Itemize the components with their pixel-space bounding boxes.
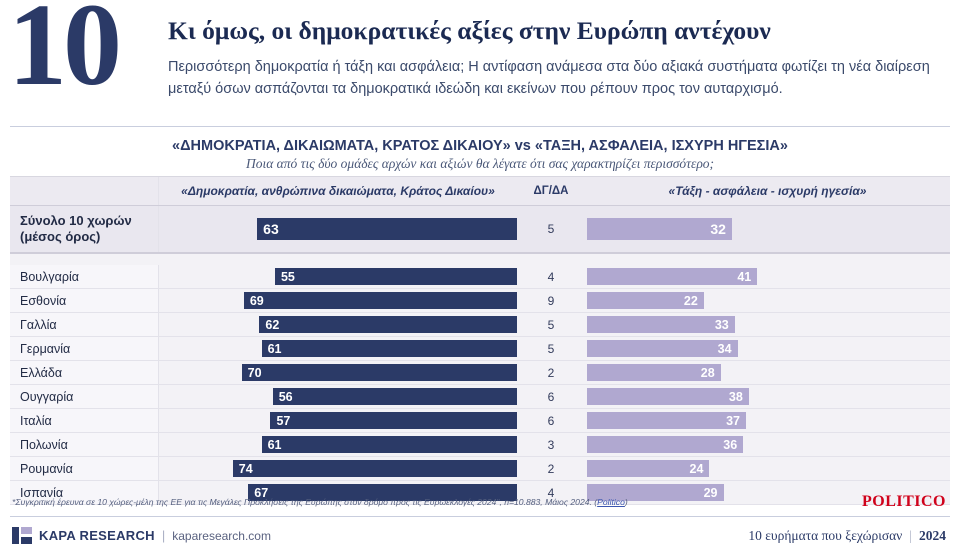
table-row bbox=[10, 289, 950, 313]
politico-logo: POLITICO bbox=[861, 493, 946, 510]
order-bar bbox=[587, 218, 732, 240]
democracy-bar-cell bbox=[158, 361, 517, 384]
democracy-bar-cell bbox=[158, 206, 517, 252]
order-bar bbox=[587, 436, 743, 453]
row-label: Γερμανία bbox=[10, 337, 158, 360]
row-label: Ιταλία bbox=[10, 409, 158, 432]
dk-value-cell: 9 bbox=[517, 289, 585, 312]
order-value: 38 bbox=[728, 389, 743, 404]
order-bar-cell bbox=[585, 457, 950, 480]
brand-name: KAPA RESEARCH bbox=[39, 528, 155, 543]
order-bar bbox=[587, 292, 704, 309]
row-label: Ελλάδα bbox=[10, 361, 158, 384]
democracy-bar-cell bbox=[158, 409, 517, 432]
order-bar-cell bbox=[585, 289, 950, 312]
democracy-bar bbox=[262, 436, 517, 453]
order-bar-cell bbox=[585, 313, 950, 336]
democracy-bar bbox=[257, 218, 517, 240]
column-header-order bbox=[585, 177, 950, 205]
footnote-text: *Συγκριτική έρευνα σε 10 χώρες-μέλη της ΕΕ για τις Μεγάλες Προκλήσεις της Ευρώπης στον δρόμο προς τις Ευρωεκλογές 2024", n=10.883, Μάιος 2024. ( bbox=[12, 497, 598, 507]
democracy-bar bbox=[270, 412, 517, 429]
column-header-democracy bbox=[158, 177, 517, 205]
democracy-value: 56 bbox=[278, 389, 293, 404]
order-value: 33 bbox=[714, 317, 729, 332]
row-label-line1: Σύνολο 10 χωρών bbox=[20, 213, 132, 228]
dk-value-cell: 3 bbox=[517, 433, 585, 456]
table-row-total bbox=[10, 206, 950, 254]
democracy-bar bbox=[233, 460, 517, 477]
order-bar bbox=[587, 460, 709, 477]
order-bar-cell bbox=[585, 433, 950, 456]
page-subtitle: Περισσότερη δημοκρατία ή τάξη και ασφάλεια; Η αντίφαση ανάμεσα στα δύο αξιακά συστήματα φωτίζει τη νέα διαίρεση μεταξύ όσων ασπάζονται τα δημοκρατικά ιδεώδη και εκείνων που ρέπουν προς τον αυταρχισμό. bbox=[168, 59, 930, 97]
finding-number: 10 bbox=[8, 0, 118, 110]
democracy-value: 62 bbox=[265, 317, 280, 332]
order-bar bbox=[587, 388, 749, 405]
dk-value-cell: 4 bbox=[517, 265, 585, 288]
table-row bbox=[10, 385, 950, 409]
democracy-value: 55 bbox=[280, 269, 295, 284]
brand-bar bbox=[0, 520, 960, 551]
dk-value-cell: 5 bbox=[517, 313, 585, 336]
democracy-value: 69 bbox=[249, 293, 264, 308]
column-header-dk bbox=[517, 177, 585, 205]
order-bar bbox=[587, 268, 757, 285]
democracy-bar-cell bbox=[158, 265, 517, 288]
order-bar-cell bbox=[585, 361, 950, 384]
row-label: Γαλλία bbox=[10, 313, 158, 336]
democracy-bar-cell bbox=[158, 337, 517, 360]
democracy-bar bbox=[259, 316, 517, 333]
democracy-bar-cell bbox=[158, 457, 517, 480]
democracy-bar bbox=[273, 388, 517, 405]
table-row bbox=[10, 457, 950, 481]
order-bar bbox=[587, 340, 738, 357]
dk-value-cell: 2 bbox=[517, 457, 585, 480]
question-subtitle: Ποια από τις δύο ομάδες αρχών και αξιών θα λέγατε ότι σας χαρακτηρίζει περισσότερο; bbox=[245, 156, 715, 171]
order-value: 34 bbox=[717, 341, 732, 356]
table-row bbox=[10, 313, 950, 337]
order-value: 28 bbox=[700, 365, 715, 380]
row-label: Ρουμανία bbox=[10, 457, 158, 480]
order-bar-cell bbox=[585, 385, 950, 408]
democracy-value: 61 bbox=[267, 437, 282, 452]
democracy-bar bbox=[275, 268, 517, 285]
table-row-spacer bbox=[10, 254, 950, 265]
dk-value-cell: 2 bbox=[517, 361, 585, 384]
dk-value-cell: 5 bbox=[517, 206, 585, 252]
footnote-link[interactable]: Politico bbox=[597, 497, 625, 507]
dk-value-cell: 6 bbox=[517, 409, 585, 432]
order-bar-cell bbox=[585, 409, 950, 432]
row-label: Ουγγαρία bbox=[10, 385, 158, 408]
democracy-value: 74 bbox=[238, 461, 253, 476]
democracy-value: 70 bbox=[247, 365, 262, 380]
column-header-dk-label: ΔΓ/ΔΑ bbox=[533, 185, 569, 197]
order-bar-cell bbox=[585, 265, 950, 288]
table-row bbox=[10, 337, 950, 361]
column-header-order-label: «Τάξη - ασφάλεια - ισχυρή ηγεσία» bbox=[668, 184, 867, 198]
column-header-category bbox=[10, 177, 158, 205]
page-title: Κι όμως, οι δημοκρατικές αξίες στην Ευρώπη αντέχουν bbox=[168, 16, 771, 45]
order-bar-cell bbox=[585, 206, 950, 252]
brand-website[interactable]: kaparesearch.com bbox=[172, 528, 271, 543]
order-value: 41 bbox=[737, 269, 752, 284]
democracy-value: 61 bbox=[267, 341, 282, 356]
row-label: Πολωνία bbox=[10, 433, 158, 456]
dk-value-cell: 6 bbox=[517, 385, 585, 408]
row-label: Ισπανία bbox=[10, 481, 158, 504]
democracy-bar-cell bbox=[158, 289, 517, 312]
divider-bottom bbox=[10, 516, 950, 517]
order-value: 36 bbox=[723, 437, 738, 452]
question-block bbox=[0, 132, 960, 172]
table-row bbox=[10, 361, 950, 385]
header bbox=[0, 0, 960, 130]
table-header-row bbox=[10, 177, 950, 206]
row-label-line2: (μέσος όρος) bbox=[20, 229, 101, 244]
brand-separator: | bbox=[161, 528, 166, 543]
order-value: 32 bbox=[710, 221, 726, 237]
table-body bbox=[10, 206, 950, 505]
order-value: 37 bbox=[726, 413, 740, 428]
row-label: Εσθονία bbox=[10, 289, 158, 312]
divider-top bbox=[10, 126, 950, 127]
column-header-democracy-label: «Δημοκρατία, ανθρώπινα δικαιώματα, Κράτος Δικαίου» bbox=[181, 184, 495, 198]
order-bar bbox=[587, 364, 721, 381]
table-row bbox=[10, 433, 950, 457]
series-year: 2024 bbox=[919, 527, 946, 543]
order-value: 29 bbox=[703, 485, 718, 500]
question-title: «ΔΗΜΟΚΡΑΤΙΑ, ΔΙΚΑΙΩΜΑΤΑ, ΚΡΑΤΟΣ ΔΙΚΑΙΟΥ» vs «ΤΑΞΗ, ΑΣΦΑΛΕΙΑ, ΙΣΧΥΡΗ ΗΓΕΣΙΑ» bbox=[172, 138, 788, 154]
series-separator: | bbox=[909, 527, 912, 543]
democracy-bar bbox=[262, 340, 517, 357]
democracy-bar bbox=[244, 292, 517, 309]
democracy-bar-cell bbox=[158, 433, 517, 456]
order-value: 22 bbox=[683, 293, 698, 308]
dk-value-cell: 5 bbox=[517, 337, 585, 360]
order-bar bbox=[587, 316, 735, 333]
order-bar bbox=[587, 412, 746, 429]
row-label: Βουλγαρία bbox=[10, 265, 158, 288]
table-row bbox=[10, 265, 950, 289]
series-label: 10 ευρήματα που ξεχώρισαν bbox=[748, 527, 903, 543]
order-bar-cell bbox=[585, 337, 950, 360]
democracy-bar-cell bbox=[158, 313, 517, 336]
kapa-logo-icon bbox=[12, 527, 32, 544]
series-label-block bbox=[748, 528, 946, 544]
democracy-value: 63 bbox=[263, 221, 279, 237]
chart-table bbox=[10, 176, 950, 505]
footnote bbox=[12, 497, 628, 507]
row-label bbox=[10, 206, 158, 252]
democracy-value: 67 bbox=[254, 485, 269, 500]
order-value: 24 bbox=[689, 461, 704, 476]
footnote-text-end: ) bbox=[624, 497, 628, 507]
table-row bbox=[10, 409, 950, 433]
dk-value-cell: 4 bbox=[517, 481, 585, 504]
democracy-bar-cell bbox=[158, 385, 517, 408]
header-text-block bbox=[168, 16, 948, 100]
democracy-value: 57 bbox=[276, 413, 291, 428]
democracy-bar bbox=[242, 364, 517, 381]
